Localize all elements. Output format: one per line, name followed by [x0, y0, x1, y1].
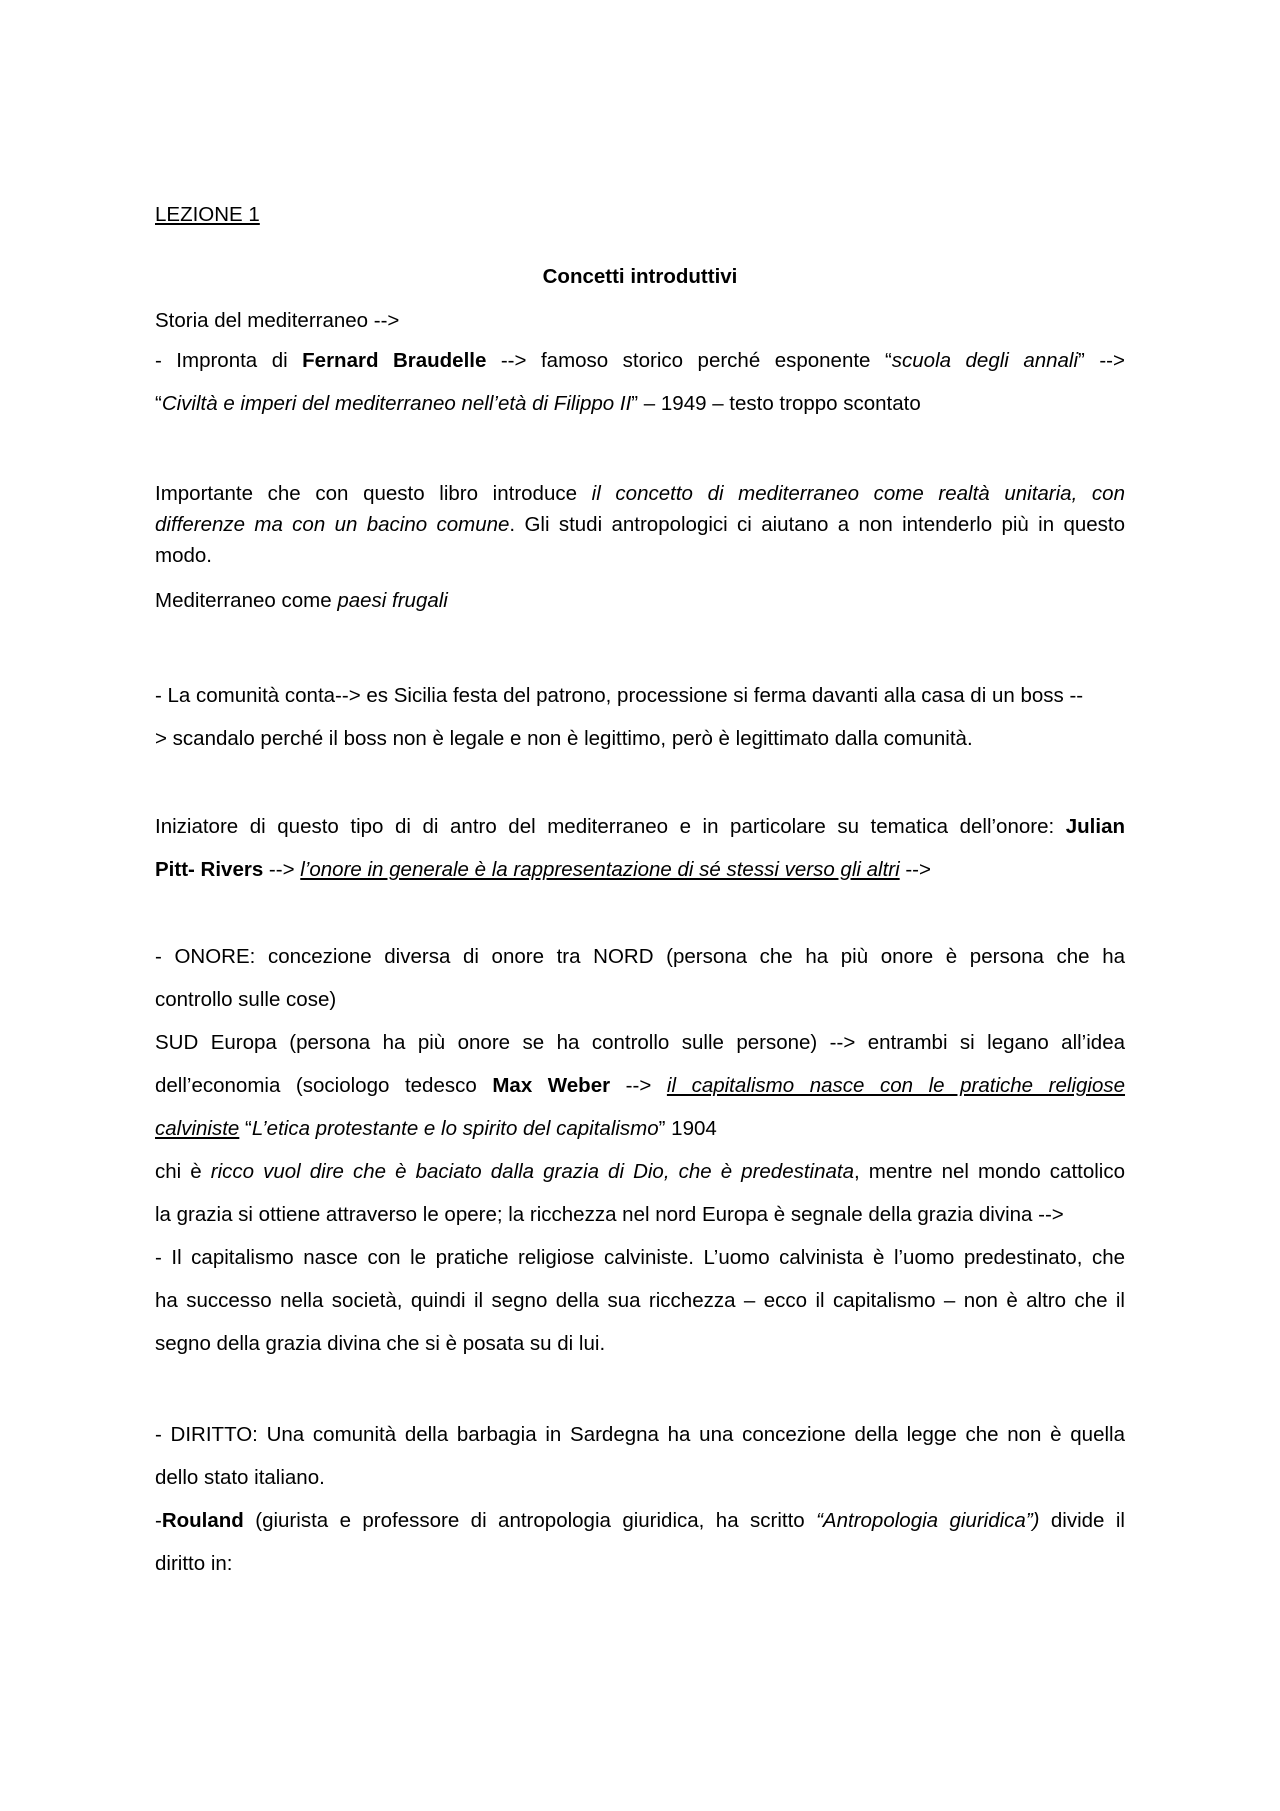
onore-paragraph: - ONORE: concezione diversa di onore tra NORD (persona che ha più onore è persona che ha controllo sulle cose) SUD Europa (persona ha più onore se ha controllo sulle persone) --> entrambi si legano all’idea dell’economia (sociologo tedesco Max Weber --> il capitalismo nasce con le pratiche religiose calviniste “L’etica protestante e lo spirito del capitalismo” 1904 chi è ricco vuol dire che è baciato dalla grazia di Dio, che è predestinata, mentre nel mondo cattolico la grazia si ottiene attraverso le opere; la ricchezza nel nord Europa è segnale della grazia divina --> - Il capitalismo nasce con le pratiche religiose calviniste. L’uomo calvinista è l’uomo predestinato, che ha successo nella società, quindi il segno della sua ricchezza – ecco il capitalismo – non è altro che il segno della grazia divina che si è posata su di lui. — [155, 945, 1126, 1355]
diritto-paragraph: - DIRITTO: Una comunità della barbagia in Sardegna ha una concezione della legge che non è quella dello stato italiano. -Rouland (giurista e professore di antropologia giuridica, ha scritto “Antropologia giuridica”) divide il diritto in: — [155, 1423, 1125, 1575]
frugali-line: Mediterraneo come paesi frugali — [155, 589, 448, 612]
braudel-line-1: - Impronta di Fernard Braudelle --> famoso storico perché esponente “scuola degli annali” --> — [155, 349, 1125, 372]
importante-paragraph: Importante che con questo libro introduce il concetto di mediterraneo come realtà unitaria, con differenze ma con un bacino comune. Gli studi antropologici ci aiutano a non intenderlo più in questo modo. — [155, 482, 1125, 567]
braudel-line-2: “Civiltà e imperi del mediterraneo nell’età di Filippo II” – 1949 – testo troppo scontato — [155, 392, 921, 415]
page-title: Concetti introduttivi — [542, 265, 738, 288]
document-page — [155, 0, 1125, 1811]
pitt-rivers-paragraph: Iniziatore di questo tipo di di antro del mediterraneo e in particolare su tematica dell’onore: Julian Pitt- Rivers --> l’onore in generale è la rappresentazione di sé stessi verso gli altri --> — [155, 815, 1125, 881]
intro-line: Storia del mediterraneo --> — [155, 309, 400, 332]
braudel-paragraph — [155, 339, 1125, 425]
lesson-label: LEZIONE 1 — [155, 203, 260, 226]
comunita-paragraph: - La comunità conta--> es Sicilia festa del patrono, processione si ferma davanti alla casa di un boss -- > scandalo perché il boss non è legale e non è legittimo, però è legittimato dalla comunità. — [155, 684, 1084, 750]
